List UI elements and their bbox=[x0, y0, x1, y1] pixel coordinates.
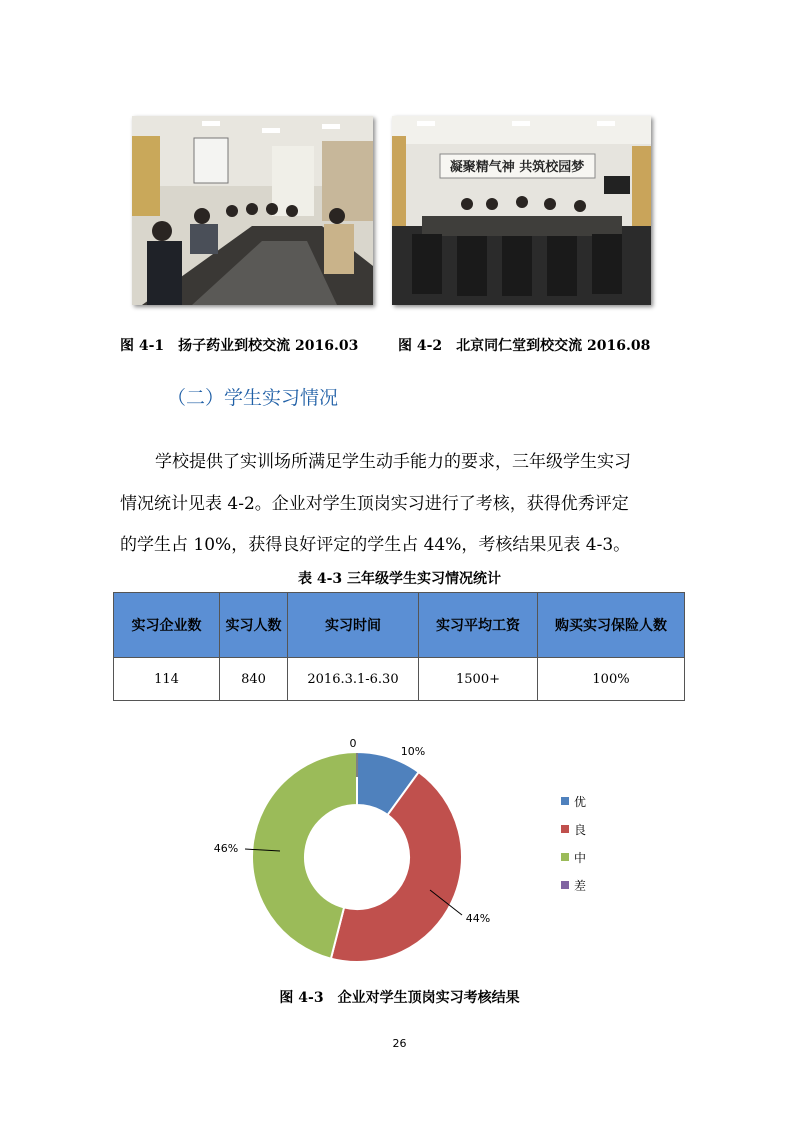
page-number: 26 bbox=[392, 1037, 407, 1050]
figure-caption: 图 4-3 企业对学生顶岗实习考核结果 bbox=[279, 990, 520, 1006]
header-cell: 实习人数 bbox=[220, 593, 288, 658]
table-cell: 100% bbox=[538, 658, 685, 701]
table-cell: 840 bbox=[220, 658, 288, 701]
legend-label-1: 良 bbox=[574, 823, 587, 837]
photo-caption-1: 图 4-1 扬子药业到校交流 2016.03 bbox=[120, 338, 359, 354]
table-cell: 114 bbox=[114, 658, 220, 701]
legend-label-3: 差 bbox=[574, 879, 587, 893]
data-label-3: 0 bbox=[349, 737, 357, 750]
section-heading: （二）学生实习情况 bbox=[167, 387, 339, 409]
assessment-donut-chart bbox=[0, 725, 799, 985]
internship-stats-table bbox=[113, 592, 685, 701]
paragraph-line-2: 情况统计见表 4-2。企业对学生顶岗实习进行了考核，获得优秀评定 bbox=[120, 494, 629, 514]
table-caption: 表 4-3 三年级学生实习情况统计 bbox=[297, 571, 502, 587]
legend-swatch-0 bbox=[561, 797, 569, 805]
banner-text: 凝聚精气神 共筑校园梦 bbox=[449, 160, 585, 175]
paragraph-line-1: 学校提供了实训场所满足学生动手能力的要求，三年级学生实习 bbox=[155, 452, 631, 472]
header-cell: 实习平均工资 bbox=[419, 593, 538, 658]
data-label-0: 10% bbox=[400, 745, 426, 758]
table-row bbox=[114, 658, 685, 701]
table-cell: 1500+ bbox=[419, 658, 538, 701]
legend-label-0: 优 bbox=[574, 795, 587, 809]
data-label-2: 46% bbox=[213, 842, 239, 855]
table-header-row bbox=[114, 593, 685, 658]
legend-swatch-2 bbox=[561, 853, 569, 861]
photo-meeting-tongrentang bbox=[392, 116, 651, 305]
header-cell: 购买实习保险人数 bbox=[538, 593, 685, 658]
header-cell: 实习企业数 bbox=[114, 593, 220, 658]
legend-label-2: 中 bbox=[574, 851, 587, 865]
table-cell: 2016.3.1-6.30 bbox=[288, 658, 419, 701]
photo-caption-2: 图 4-2 北京同仁堂到校交流 2016.08 bbox=[398, 338, 651, 354]
paragraph-line-3: 的学生占 10%，获得良好评定的学生占 44%，考核结果见表 4-3。 bbox=[120, 535, 631, 555]
legend-swatch-1 bbox=[561, 825, 569, 833]
photo-meeting-yangzi bbox=[132, 116, 373, 305]
legend-swatch-3 bbox=[561, 881, 569, 889]
data-label-1: 44% bbox=[465, 912, 491, 925]
header-cell: 实习时间 bbox=[288, 593, 419, 658]
